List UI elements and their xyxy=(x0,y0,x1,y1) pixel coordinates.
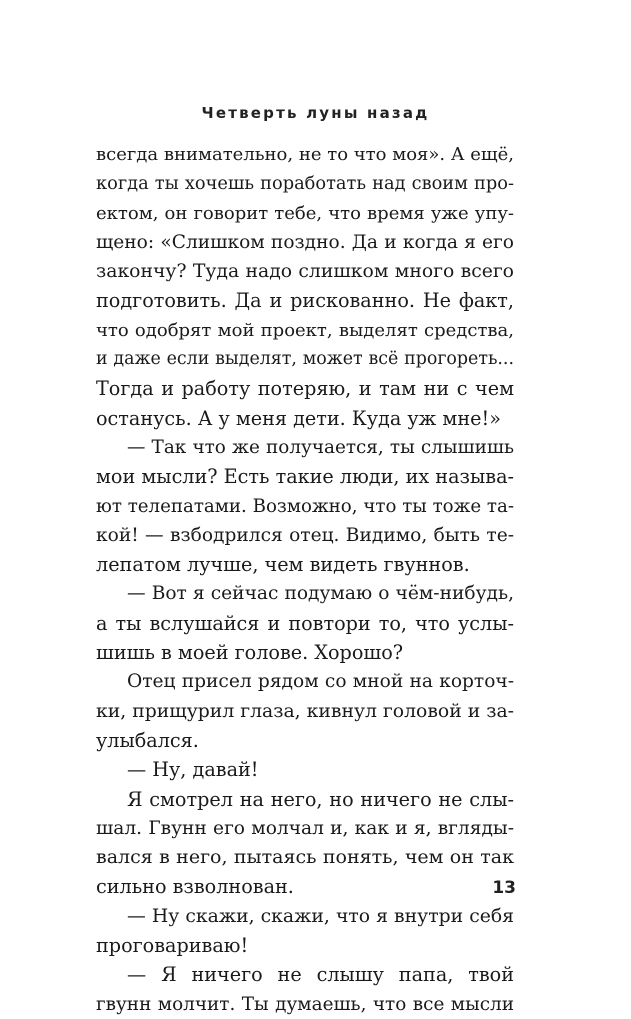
text-line: вался в него, пытаясь понять, чем он так xyxy=(96,846,514,869)
text-line: Отец присел рядом со мной на корточ- xyxy=(127,671,514,693)
text-line: Я смотрел на него, но ничего не слы- xyxy=(127,787,514,811)
running-head: Четверть луны назад xyxy=(201,104,430,122)
text-line: и даже если выделят, может всё прогореть... xyxy=(96,349,514,370)
text-line: шал. Гвунн его молчал и, как и я, вгляды- xyxy=(96,817,514,839)
page-number: 13 xyxy=(492,878,516,898)
text-line: щено: «Слишком поздно. Да и когда я его xyxy=(96,231,514,253)
text-line: ки, прищурил глаза, кивнул головой и за- xyxy=(96,700,514,722)
text-line: мои мысли? Есть такие люди, их называ- xyxy=(96,465,514,489)
body-text xyxy=(96,140,514,1019)
text-line: Тогда и работу потеряю, и там ни с чем xyxy=(96,377,514,401)
text-line: что одобрят мой проект, выделят средства, xyxy=(96,319,514,341)
text-line: ют телепатами. Возможно, что ты тоже та- xyxy=(96,495,514,517)
text-line: улыбался. xyxy=(96,728,199,752)
text-line: — Ну скажи, скажи, что я внутри себя xyxy=(127,905,514,927)
text-line: сильно взволнован. xyxy=(96,875,294,899)
text-line: ектом, он говорит тебе, что время уже упу- xyxy=(96,202,514,224)
text-line: проговариваю! xyxy=(96,934,249,958)
text-line: — Ну, давай! xyxy=(127,758,259,782)
text-line: — Так что же получается, ты слышишь xyxy=(127,436,514,458)
text-line: гвунн молчит. Ты думаешь, что все мысли xyxy=(96,993,514,1015)
text-line: всегда внимательно, не то что моя». А ещё, xyxy=(96,144,514,165)
text-line: кой! — взбодрился отец. Видимо, быть те- xyxy=(96,524,514,546)
text-line: — Я ничего не слышу папа, твой xyxy=(127,963,514,987)
text-line: закончу? Туда надо слишком много всего xyxy=(96,261,514,283)
text-line: когда ты хочешь поработать над своим про- xyxy=(96,173,514,195)
text-line: а ты вслушайся и повтори то, что услы- xyxy=(96,611,514,635)
text-line: лепатом лучше, чем видеть гвуннов. xyxy=(96,553,470,577)
text-line: шишь в моей голове. Хорошо? xyxy=(96,641,404,665)
text-line: — Вот я сейчас подумаю о чём-нибудь, xyxy=(127,583,514,605)
text-line: подготовить. Да и рискованно. Не факт, xyxy=(96,289,514,313)
text-line: останусь. А у меня дети. Куда уж мне!» xyxy=(96,406,501,430)
